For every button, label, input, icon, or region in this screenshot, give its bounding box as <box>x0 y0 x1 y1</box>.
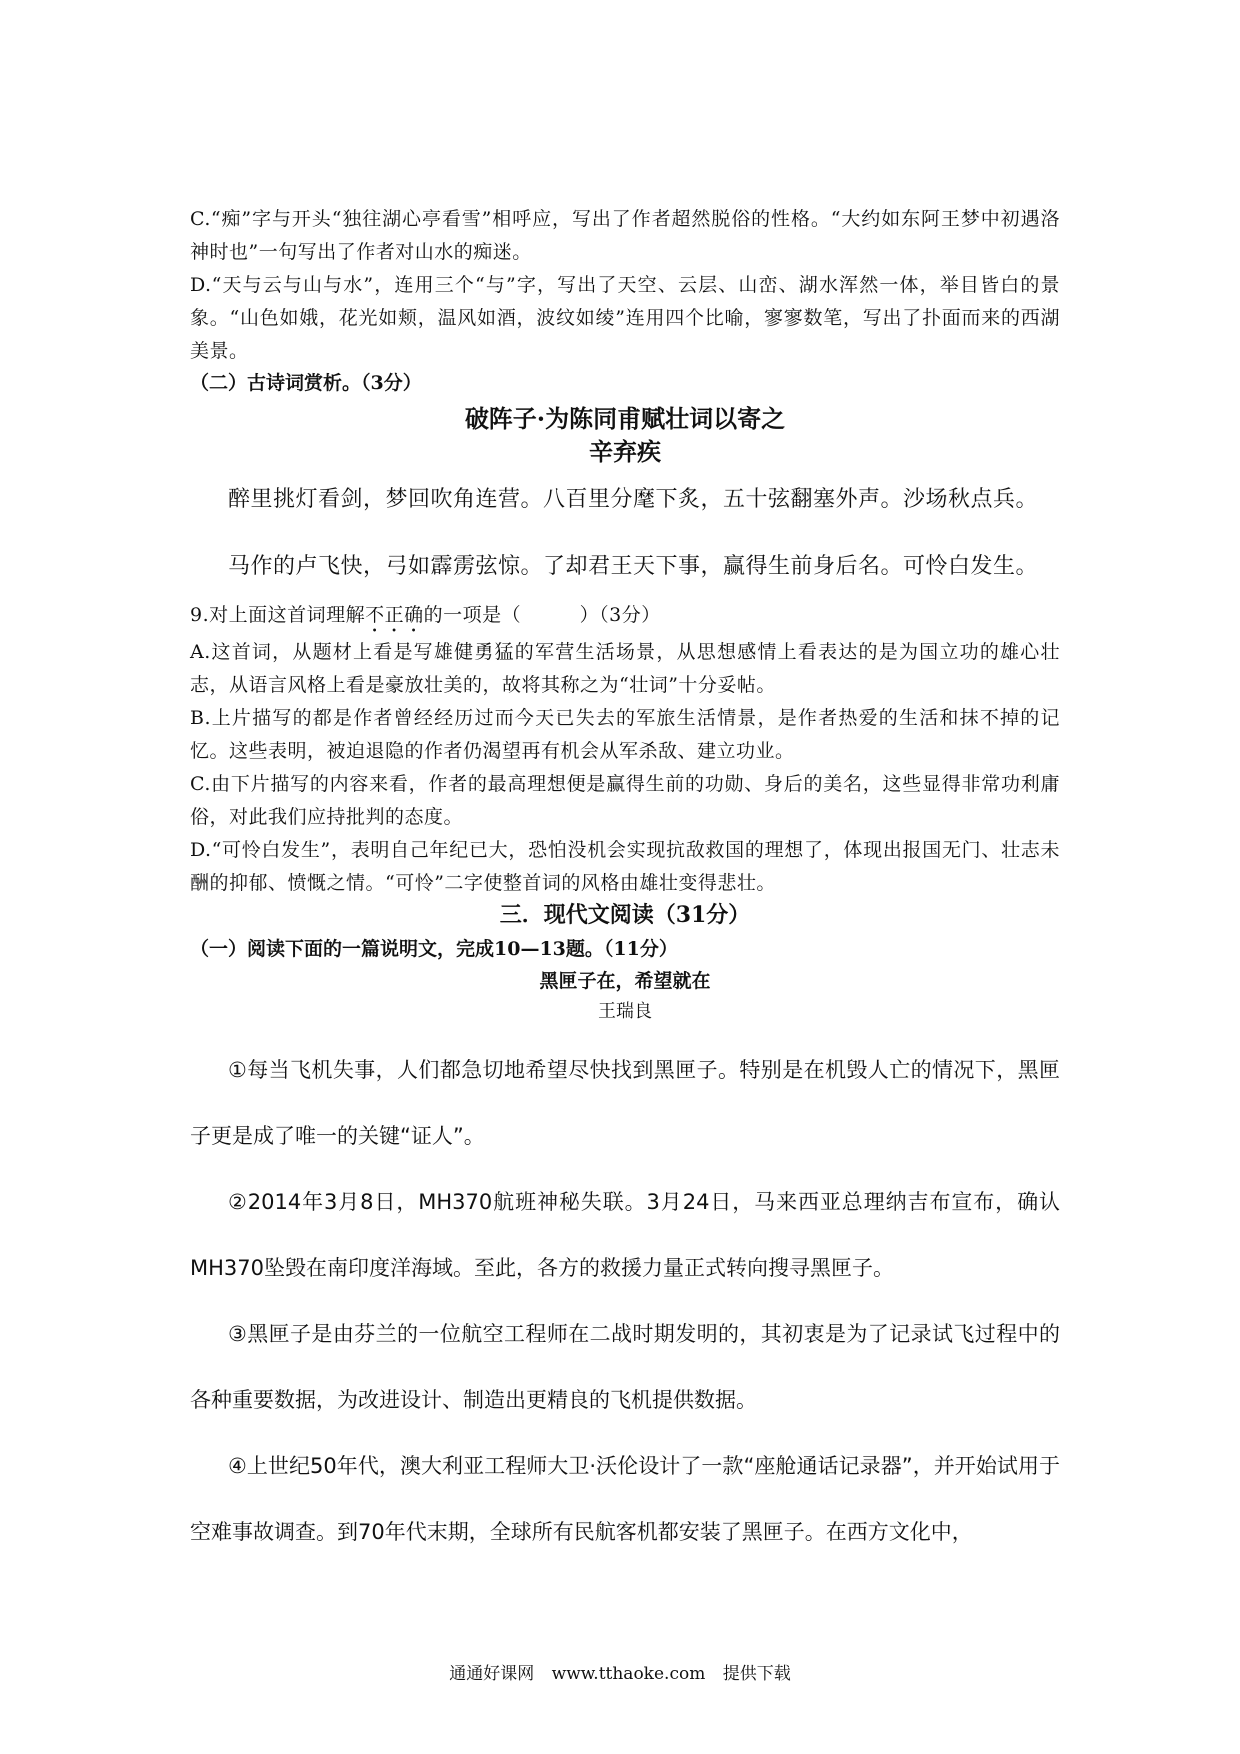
question-9-option-a: A.这首词，从题材上看是写雄健勇猛的军营生活场景，从思想感情上看表达的是为国立功的雄心壮志，从语言风格上看是豪放壮美的，故将其称之为“壮词”十分妥帖。 <box>190 641 1060 696</box>
footer-site-name: 通通好课网 <box>449 1664 535 1684</box>
option-c-prev: C.“痴”字与开头“独往湖心亭看雪”相呼应，写出了作者超然脱俗的性格。“大约如东阿王梦中初遇洛神时也”一句写出了作者对山水的痴迷。 <box>190 208 1060 263</box>
question-9-emphasis: 不正确 <box>365 604 424 626</box>
section-3-subheading: （一）阅读下面的一篇说明文，完成10—13题。（11分） <box>190 938 678 960</box>
paragraph-1: ①每当飞机失事，人们都急切地希望尽快找到黑匣子。特别是在机毁人亡的情况下，黑匣子更是成了唯一的关键“证人”。 <box>190 1058 1060 1148</box>
option-d-prev: D.“天与云与山与水”，连用三个“与”字，写出了天空、云层、山峦、湖水浑然一体，举目皆白的景象。“山色如娥，花光如颊，温风如酒，波纹如绫”连用四个比喻，寥寥数笔，写出了扑面而来的西湖美景。 <box>190 274 1060 362</box>
question-9-option-d: D.“可怜白发生”，表明自己年纪已大，恐怕没机会实现抗敌救国的理想了，体现出报国无门、壮志未酬的抑郁、愤慨之情。“可怜”二字使整首词的风格由雄壮变得悲壮。 <box>190 839 1060 894</box>
question-9-prefix: 9.对上面这首词理解 <box>190 604 366 626</box>
footer-url[interactable]: www.tthaoke.com <box>551 1664 706 1684</box>
paragraph-4: ④上世纪50年代，澳大利亚工程师大卫·沃伦设计了一款“座舱通话记录器”，并开始试用于空难事故调查。到70年代末期，全球所有民航客机都安装了黑匣子。在西方文化中， <box>190 1454 1060 1544</box>
paragraph-2: ②2014年3月8日，MH370航班神秘失联。3月24日，马来西亚总理纳吉布宣布，确认MH370坠毁在南印度洋海域。至此，各方的救援力量正式转向搜寻黑匣子。 <box>190 1190 1060 1280</box>
footer-note: 提供下载 <box>722 1664 791 1684</box>
poetry-section-heading: （二）古诗词赏析。（3分） <box>190 372 422 394</box>
poem-author: 辛弃疾 <box>589 437 661 466</box>
page-footer <box>0 1662 1240 1686</box>
question-9-option-c: C.由下片描写的内容来看，作者的最高理想便是赢得生前的功勋、身后的美名，这些显得非常功利庸俗，对此我们应持批判的态度。 <box>190 773 1060 828</box>
section-3-title: 三．现代文阅读（31分） <box>499 902 751 928</box>
question-9-option-b: B.上片描写的都是作者曾经经历过而今天已失去的军旅生活情景，是作者热爱的生活和抹不掉的记忆。这些表明，被迫退隐的作者仍渴望再有机会从军杀敌、建立功业。 <box>190 707 1060 762</box>
question-9-suffix: 的一项是（ ）（3分） <box>423 604 661 626</box>
article-author: 王瑞良 <box>598 1001 652 1022</box>
poem-line-2: 马作的卢飞快，弓如霹雳弦惊。了却君王天下事，赢得生前身后名。可怜白发生。 <box>228 554 1039 579</box>
article-title: 黑匣子在，希望就在 <box>539 970 711 992</box>
poem-line-1: 醉里挑灯看剑，梦回吹角连营。八百里分麾下炙，五十弦翻塞外声。沙场秋点兵。 <box>228 487 1039 512</box>
poem-title: 破阵子·为陈同甫赋壮词以寄之 <box>464 404 786 433</box>
paragraph-3: ③黑匣子是由芬兰的一位航空工程师在二战时期发明的，其初衷是为了记录试飞过程中的各种重要数据，为改进设计、制造出更精良的飞机提供数据。 <box>190 1322 1060 1412</box>
question-9-stem <box>190 599 1060 637</box>
